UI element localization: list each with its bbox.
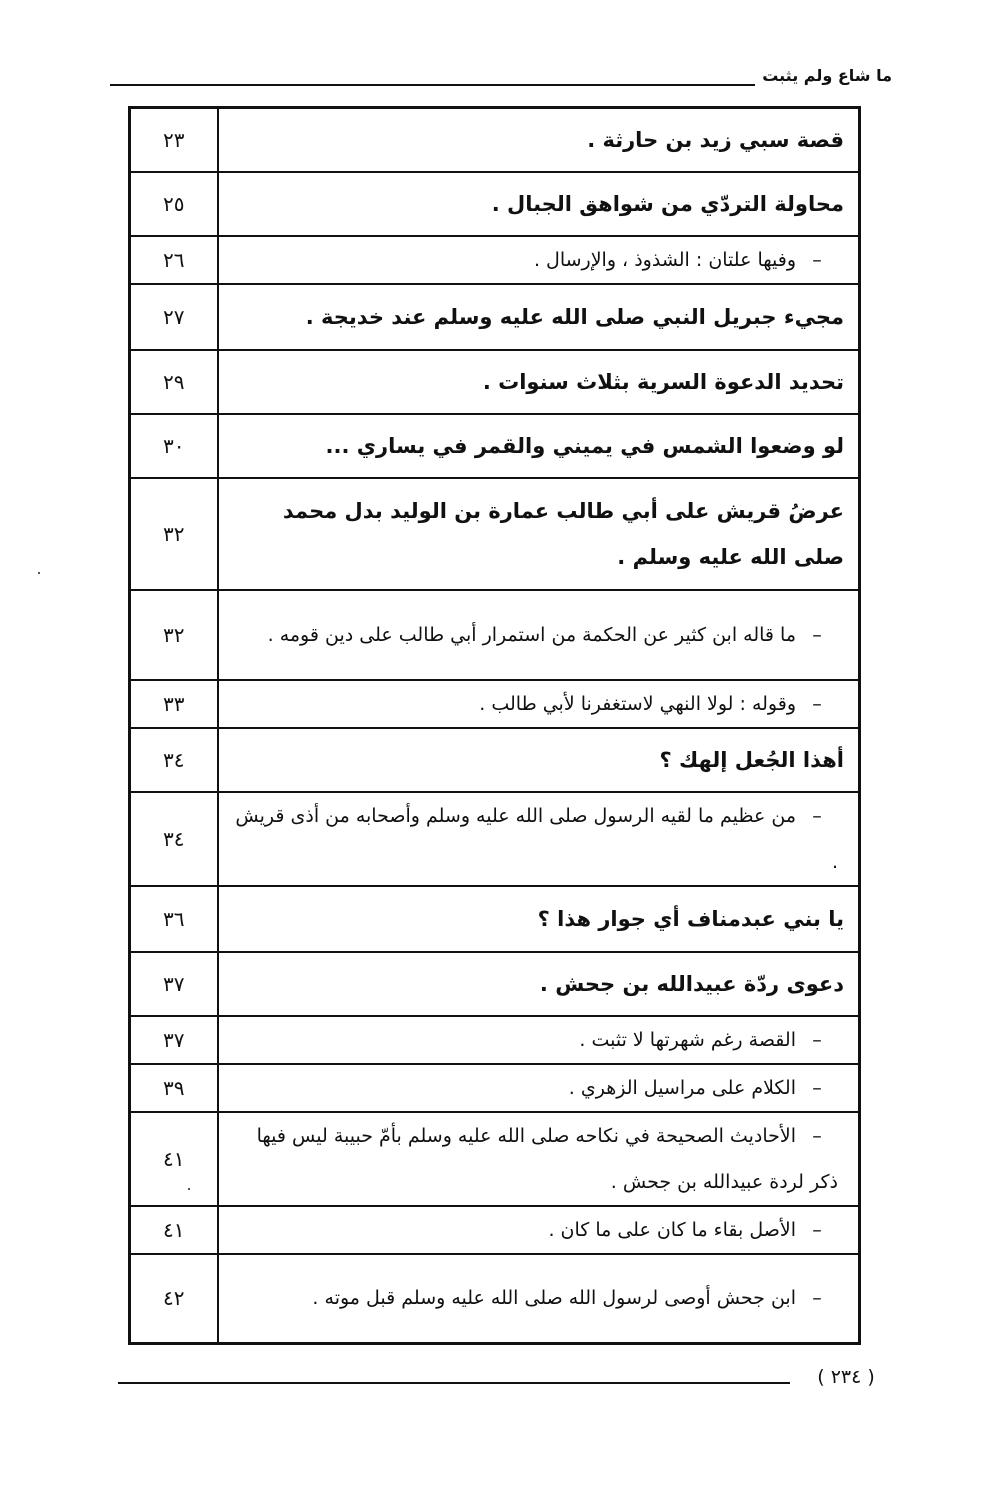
entry-text: ما قاله ابن كثير عن الحكمة من استمرار أبي طالب على دين قومه . [267, 623, 796, 646]
scan-speck [38, 572, 40, 574]
topic-entry [218, 350, 860, 414]
entry-text: وفيها علتان : الشذوذ ، والإرسال . [533, 248, 796, 271]
subtopic-entry [218, 1064, 860, 1112]
contents-table-body [130, 108, 860, 1344]
table-row [130, 1112, 860, 1206]
list-dash: – [812, 804, 822, 827]
subtopic-entry [218, 680, 860, 728]
entry-text: يا بني عبدمناف أي جوار هذا ؟ [537, 906, 844, 931]
subtopic-entry [218, 590, 860, 680]
page-reference: ٣٦ [130, 886, 218, 952]
page-reference: ٣٠ [130, 414, 218, 478]
page-reference: ٣٢ [130, 478, 218, 590]
header-rule [110, 84, 755, 86]
table-row [130, 350, 860, 414]
entry-text: ابن جحش أوصى لرسول الله صلى الله عليه وسلم قبل موته . [312, 1287, 796, 1310]
page-reference: ٤٢ [130, 1254, 218, 1344]
topic-entry [218, 478, 860, 590]
table-row [130, 108, 860, 172]
subtopic-entry [218, 236, 860, 284]
table-row [130, 1254, 860, 1344]
topic-entry [218, 952, 860, 1016]
page-reference: ٤١ [130, 1206, 218, 1254]
page-reference: ٢٩ [130, 350, 218, 414]
list-dash: – [812, 1124, 822, 1147]
page-reference: ٣٤ [130, 728, 218, 792]
entry-text: القصة رغم شهرتها لا تثبت . [579, 1028, 796, 1051]
scan-speck [188, 1188, 190, 1190]
page-reference: ٢٧ [130, 284, 218, 350]
page-reference: ٣٤ [130, 792, 218, 886]
table-row [130, 1206, 860, 1254]
page-reference: ٤١ [130, 1112, 218, 1206]
entry-text: من عظيم ما لقيه الرسول صلى الله عليه وسلم وأصحابه من أذى قريش . [235, 804, 838, 873]
topic-entry [218, 728, 860, 792]
entry-text: لو وضعوا الشمس في يميني والقمر في يساري ... [325, 433, 844, 458]
entry-text: محاولة التردّي من شواهق الجبال . [491, 191, 844, 216]
page-reference: ٢٣ [130, 108, 218, 172]
list-dash: – [812, 1287, 822, 1310]
entry-text: تحديد الدعوة السرية بثلاث سنوات . [482, 369, 844, 394]
list-dash: – [812, 1028, 822, 1051]
entry-text: وقوله : لولا النهي لاستغفرنا لأبي طالب . [479, 692, 796, 715]
page-reference: ٣٣ [130, 680, 218, 728]
footer-rule [118, 1382, 790, 1384]
subtopic-entry [218, 1016, 860, 1064]
subtopic-entry [218, 1112, 860, 1206]
table-row [130, 886, 860, 952]
list-dash: – [812, 1076, 822, 1099]
table-row [130, 478, 860, 590]
entry-text: الأصل بقاء ما كان على ما كان . [548, 1218, 796, 1241]
entry-text: مجيء جبريل النبي صلى الله عليه وسلم عند خديجة . [305, 304, 844, 329]
list-dash: – [812, 1218, 822, 1241]
table-row [130, 414, 860, 478]
entry-text: الأحاديث الصحيحة في نكاحه صلى الله عليه وسلم بأمّ حبيبة ليس فيها ذكر لردة عبيدالله بن جحش . [256, 1124, 838, 1193]
subtopic-entry [218, 792, 860, 886]
table-row [130, 728, 860, 792]
running-header-title: ما شاع ولم يثبت [762, 66, 892, 85]
page-reference: ٢٥ [130, 172, 218, 236]
table-row [130, 792, 860, 886]
entry-text: أهذا الجُعل إلهك ؟ [659, 747, 844, 772]
page-reference: ٣٧ [130, 952, 218, 1016]
page-reference: ٣٢ [130, 590, 218, 680]
table-row [130, 590, 860, 680]
list-dash: – [812, 692, 822, 715]
page-reference: ٣٩ [130, 1064, 218, 1112]
list-dash: – [812, 248, 822, 271]
table-row [130, 1016, 860, 1064]
page-reference: ٢٦ [130, 236, 218, 284]
table-row [130, 680, 860, 728]
list-dash: – [812, 623, 822, 646]
table-row [130, 172, 860, 236]
contents-table [128, 106, 861, 1345]
entry-text: دعوى ردّة عبيدالله بن جحش . [539, 971, 844, 996]
table-row [130, 284, 860, 350]
table-row [130, 1064, 860, 1112]
entry-text: قصة سبي زيد بن حارثة . [587, 127, 844, 152]
table-row [130, 952, 860, 1016]
topic-entry [218, 284, 860, 350]
table-row [130, 236, 860, 284]
topic-entry [218, 108, 860, 172]
topic-entry [218, 414, 860, 478]
page-reference: ٣٧ [130, 1016, 218, 1064]
subtopic-entry [218, 1254, 860, 1344]
page-number: ( ٢٣٤ ) [817, 1366, 875, 1388]
topic-entry [218, 886, 860, 952]
subtopic-entry [218, 1206, 860, 1254]
topic-entry [218, 172, 860, 236]
entry-text: الكلام على مراسيل الزهري . [568, 1076, 796, 1099]
entry-text: عرضُ قريش على أبي طالب عمارة بن الوليد بدل محمد صلى الله عليه وسلم . [282, 498, 844, 569]
